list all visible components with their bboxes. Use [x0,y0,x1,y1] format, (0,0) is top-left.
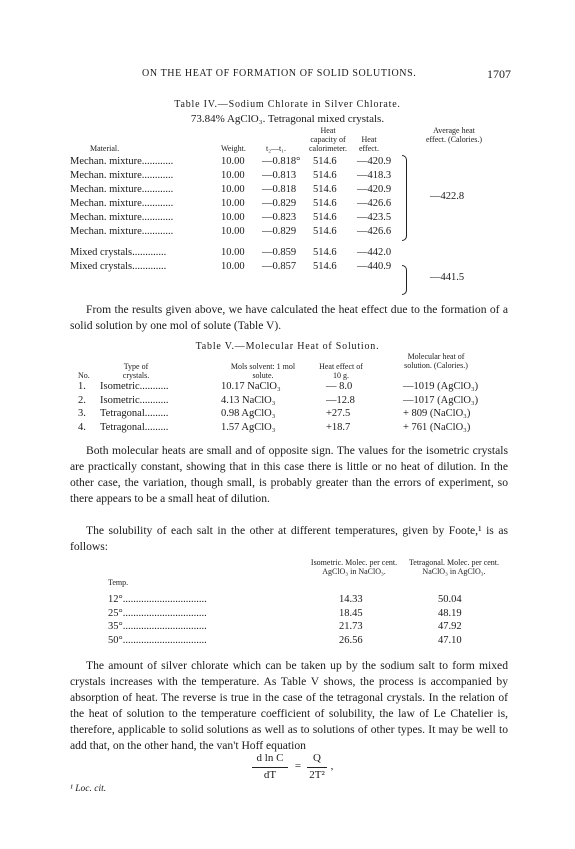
running-head [0,68,575,84]
t4-cell: —0.823 [262,211,297,223]
t4-cell: 514.6 [313,156,337,167]
eq-line-right [307,767,327,768]
t6-header-tet: Tetragonal. Molec. per cent. NaClO₃ in AgClO₃. [408,558,500,576]
t5-header-heat: Heat effect of 10 g. [319,362,363,380]
t6-header-temp: Temp. [108,578,129,587]
t4-cell: Mechan. mixture............ [70,211,174,223]
t6-cell: 48.19 [438,607,462,619]
t6-cell: 35°................................ [108,621,207,633]
t4-cell: Mechan. mixture............ [70,183,174,195]
t4-cell: Mixed crystals............. [70,261,167,273]
t5-cell: 2. [78,394,86,406]
t4-cell: 514.6 [313,197,337,209]
t4-header-avg: Average heat effect. (Calories.) [425,126,483,144]
t4-cell: 514.6 [313,169,337,181]
eq-den-left: dT [263,769,277,781]
t6-cell: 26.56 [339,635,363,647]
t4-cell: —420.9 [357,183,392,195]
paragraph-3-text: The solubility of each salt in the other at different temperatures, given by Foote,¹ is as follows: [70,524,508,553]
t4-cell: —420.9 [357,156,392,167]
t5-cell: 10.17 NaClO₃ [221,381,281,392]
eq-equals: = [294,760,302,772]
t5-cell: 3. [78,408,86,420]
page-number: 1707 [487,67,511,81]
t5-cell: 0.98 AgClO₃ [221,408,276,420]
t4-cell: —418.3 [357,169,392,181]
t6-cell: 18.45 [339,607,363,619]
t4-cell: —0.818° [262,156,301,167]
t4-header-heat: Heat effect. [358,135,380,153]
t6-cell: 47.10 [438,635,462,647]
t5-cell: Isometric........... [100,381,169,392]
eq-comma: , [330,760,334,772]
t5-header-type: Type of crystals. [122,362,150,380]
eq-num-left: d ln C [256,752,284,764]
table4-title: Table IV.—Sodium Chlorate in Silver Chlorate. [174,99,401,110]
t5-cell: 1.57 AgClO₃ [221,422,276,434]
t4-avg-1: —422.8 [430,191,465,202]
t4-header-weight: Weight. [221,144,246,153]
t4-cell: Mechan. mixture............ [70,225,174,237]
t4-header-material: Material. [90,144,120,153]
eq-line-left [252,767,288,768]
paragraph-4 [70,658,508,754]
t4-cell: —0.829 [262,197,297,209]
t6-cell: 14.33 [339,594,363,605]
t4-cell: 514.6 [313,225,337,237]
t5-cell: 4.13 NaClO₃ [221,394,276,406]
t4-header-heatcap: Heat capacity of calorimeter. [309,126,347,153]
paragraph-1 [70,302,508,334]
t4-cell: —0.859 [262,247,297,259]
t4-cell: 10.00 [221,169,245,181]
t5-header-mol: Molecular heat of solution. (Calories.) [404,352,468,370]
t5-cell: Tetragonal......... [100,408,169,420]
footnote-text: ¹ Loc. cit. [70,784,107,794]
t4-cell: 514.6 [313,261,337,273]
paragraph-1-text: From the results given above, we have calculated the heat effect due to the formation of a solid solution by one mol of solute (Table V). [70,303,508,332]
t4-cell: —0.818 [262,183,297,195]
t4-cell: —423.5 [357,211,392,223]
t5-cell: 4. [78,422,86,434]
t4-brace-2 [402,265,407,295]
table5-title: Table V.—Molecular Heat of Solution. [195,341,380,352]
t6-cell: 50°................................ [108,635,207,647]
t5-cell: + 809 (NaClO₃) [403,408,471,420]
t5-cell: +18.7 [326,422,351,434]
t4-cell: 514.6 [313,183,337,195]
t6-cell: 47.92 [438,621,462,633]
t6-cell: 50.04 [438,594,462,605]
t5-cell: —12.8 [326,394,355,406]
t4-cell: Mixed crystals............. [70,247,167,259]
paragraph-2-text: Both molecular heats are small and of opposite sign. The values for the isometric crystals are practically constant, showing that in this case there is little or no heat of dilution. In the other case, the variation, though small, is probably greater than the errors of experiment, so there appears to be a small heat of dilution. [70,444,508,505]
t4-cell: —426.6 [357,197,392,209]
t5-header-mols: Mols solvent: 1 mol solute. [230,362,296,380]
footnote [70,784,106,794]
t4-avg-2: —441.5 [430,272,465,283]
t4-cell: Mechan. mixture............ [70,197,174,209]
t4-cell: —426.6 [357,225,392,237]
t4-cell: 10.00 [221,211,245,223]
t4-cell: Mechan. mixture............ [70,156,174,167]
t4-cell: 10.00 [221,156,245,167]
t4-cell: —442.0 [357,247,392,259]
t6-cell: 21.73 [339,621,363,633]
eq-num-right: Q [313,752,321,764]
t4-brace-1 [402,155,407,241]
t5-cell: 1. [78,381,86,392]
t6-cell: 25°................................ [108,607,207,619]
t5-cell: +27.5 [326,408,351,420]
t4-cell: —0.857 [262,261,297,273]
table4-subtitle: 73.84% AgClO₃. Tetragonal mixed crystals. [190,113,385,125]
t4-cell: —0.813 [262,169,297,181]
paragraph-4-text: The amount of silver chlorate which can be taken up by the sodium salt to form mixed crystals increases with the temperature. As Table V shows, the process is accompanied by absorption of heat. The reverse is true in the case of the tetragonal crystals. In the relation of the heat of solution to the temperature coefficient of solubility, the law of Le Chatelier is, therefore, applicable to solid solutions as well as to solutions of other types. It may be well to add that, on the other hand, the van't Hoff equation [70,659,508,752]
t4-cell: 514.6 [313,211,337,223]
t5-cell: Isometric........... [100,394,169,406]
t5-cell: —1017 (AgClO₃) [403,394,479,406]
t5-cell: Tetragonal......... [100,422,169,434]
t4-cell: —440.9 [357,261,392,273]
t5-cell: + 761 (NaClO₃) [403,422,471,434]
t4-cell: 10.00 [221,247,245,259]
t4-header-dt: t₂—t₁. [266,144,287,153]
t4-cell: 514.6 [313,247,337,259]
t5-cell: —1019 (AgClO₃) [403,381,479,392]
running-title: ON THE HEAT OF FORMATION OF SOLID SOLUTIONS. [142,68,417,79]
t4-cell: 10.00 [221,183,245,195]
paragraph-3 [70,523,508,555]
t5-cell: — 8.0 [326,381,353,392]
paragraph-2 [70,443,508,507]
t6-header-iso: Isometric. Molec. per cent. AgClO₃ in NaClO₃. [310,558,398,576]
t5-header-no: No. [78,371,90,380]
t4-cell: 10.00 [221,225,245,237]
eq-den-right: 2T² [309,769,325,781]
t4-cell: 10.00 [221,197,245,209]
t4-cell: —0.829 [262,225,297,237]
t6-cell: 12°................................ [108,594,207,605]
t4-cell: 10.00 [221,261,245,273]
t4-cell: Mechan. mixture............ [70,169,174,181]
